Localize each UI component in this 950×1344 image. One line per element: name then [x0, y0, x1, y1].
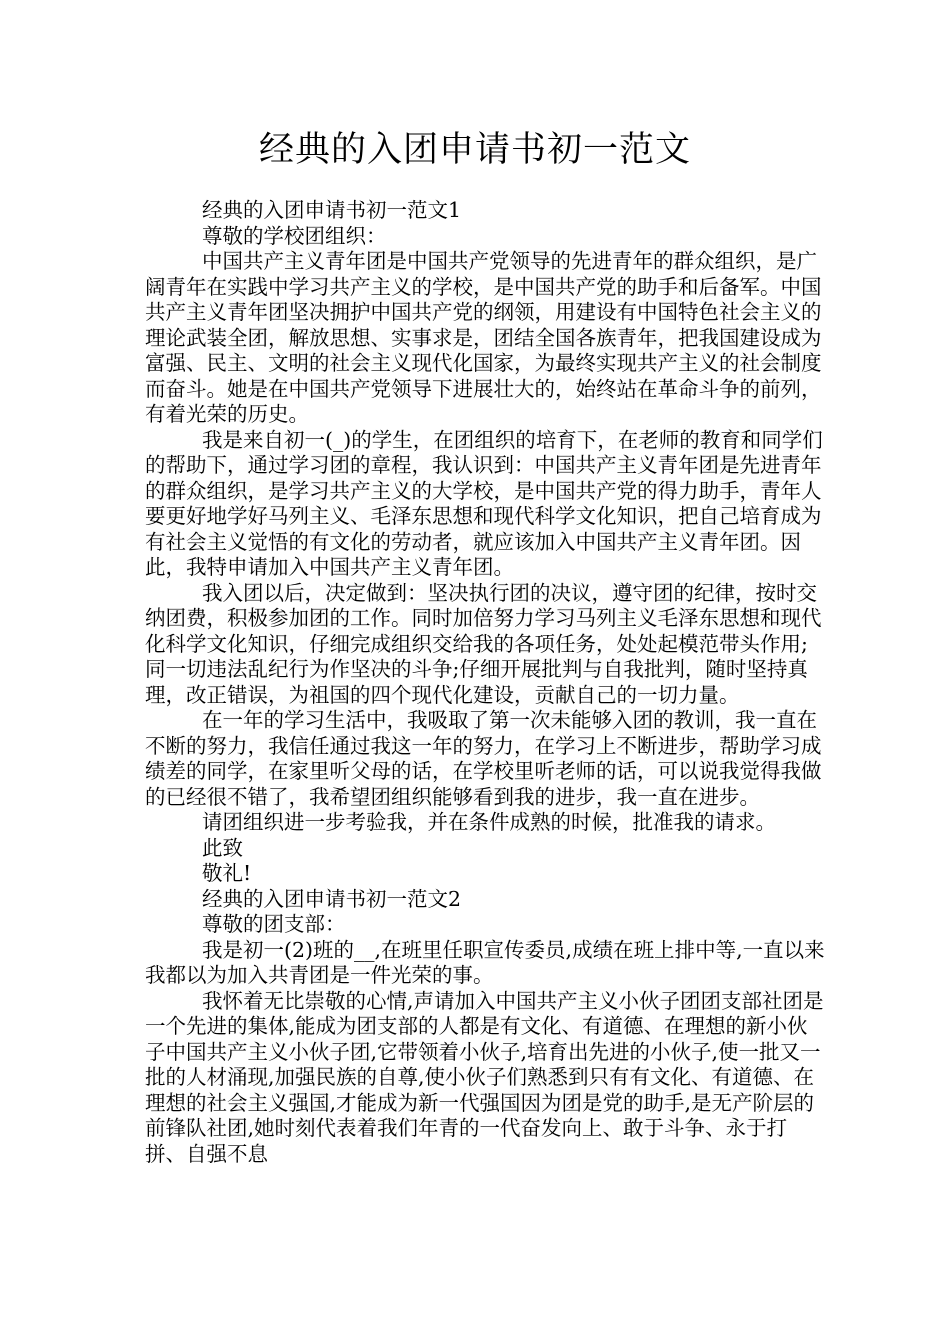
paragraph: 我是来自初一(_)的学生，在团组织的培育下，在老师的教育和同学们的帮助下，通过学习团的章程，我认识到：中国共产主义青年团是先进青年的群众组织，是学习共产主义的大学校，是中国共产党的得力助手，青年人要更好地学好马列主义、毛泽东思想和现代科学文化知识，把自己培育成为有社会主义觉悟的有文化的劳动者，就应该加入中国共产主义青年团。因此，我特申请加入中国共产主义青年团。: [145, 427, 823, 579]
paragraph: 我怀着无比崇敬的心情,声请加入中国共产主义小伙子团团支部社团是一个先进的集体,能成为团支部的人都是有文化、有道德、在理想的新小伙子中国共产主义小伙子团,它带领着小伙子,培育出先进的小伙子,使一批又一批的人材涌现,加强民族的自尊,使小伙子们熟悉到只有有文化、有道德、在理想的社会主义强国,才能成为新一代强国因为团是党的助手,是无产阶层的前锋队社团,她时刻代表着我们年青的一代奋发向上、敢于斗争、永于打拼、自强不息: [145, 988, 824, 1166]
paragraph-heading-2: 经典的入团申请书初一范文2: [202, 886, 462, 911]
paragraph: 中国共产主义青年团是中国共产党领导的先进青年的群众组织，是广阔青年在实践中学习共产主义的学校，是中国共产党的助手和后备军。中国共产主义青年团坚决拥护中国共产党的纲领，用建设有中国特色社会主义的理论武装全团，解放思想、实事求是，团结全国各族青年，把我国建设成为富强、民主、文明的社会主义现代化国家，为最终实现共产主义的社会制度而奋斗。她是在中国共产党领导下进展壮大的，始终站在革命斗争的前列，有着光荣的历史。: [145, 249, 822, 426]
paragraph: 我入团以后，决定做到：坚决执行团的决议，遵守团的纪律，按时交纳团费，积极参加团的工作。同时加倍努力学习马列主义毛泽东思想和现代化科学文化知识，仔细完成组织交给我的各项任务，处处起模范带头作用;同一切违法乱纪行为作坚决的斗争;仔细开展批判与自我批判，随时坚持真理，改正错误，为祖国的四个现代化建设，贡献自己的一切力量。: [145, 580, 822, 707]
paragraph: 在一年的学习生活中，我吸取了第一次未能够入团的教训，我一直在不断的努力，我信任通过我这一年的努力，在学习上不断进步，帮助学习成绩差的同学，在家里听父母的话，在学校里听老师的话，可以说我觉得我做的已经很不错了，我希望团组织能够看到我的进步，我一直在进步。: [145, 708, 822, 809]
paragraph: 我是初一(2)班的__,在班里任职宣传委员,成绩在班上排中等,一直以来我都以为加入共青团是一件光荣的事。: [145, 937, 825, 987]
paragraph-salutation-2: 尊敬的团支部：: [202, 912, 346, 936]
paragraph-heading-1: 经典的入团申请书初一范文1: [202, 198, 462, 222]
paragraph-closing: 此致: [202, 835, 243, 860]
document-title: 经典的入团申请书初一范文: [258, 130, 691, 170]
paragraph-salute: 敬礼!: [202, 861, 252, 885]
paragraph-request: 请团组织进一步考验我，并在条件成熟的时候，批准我的请求。: [202, 810, 776, 834]
paragraph-salutation-1: 尊敬的学校团组织：: [202, 223, 387, 248]
document-body: [145, 198, 825, 1167]
